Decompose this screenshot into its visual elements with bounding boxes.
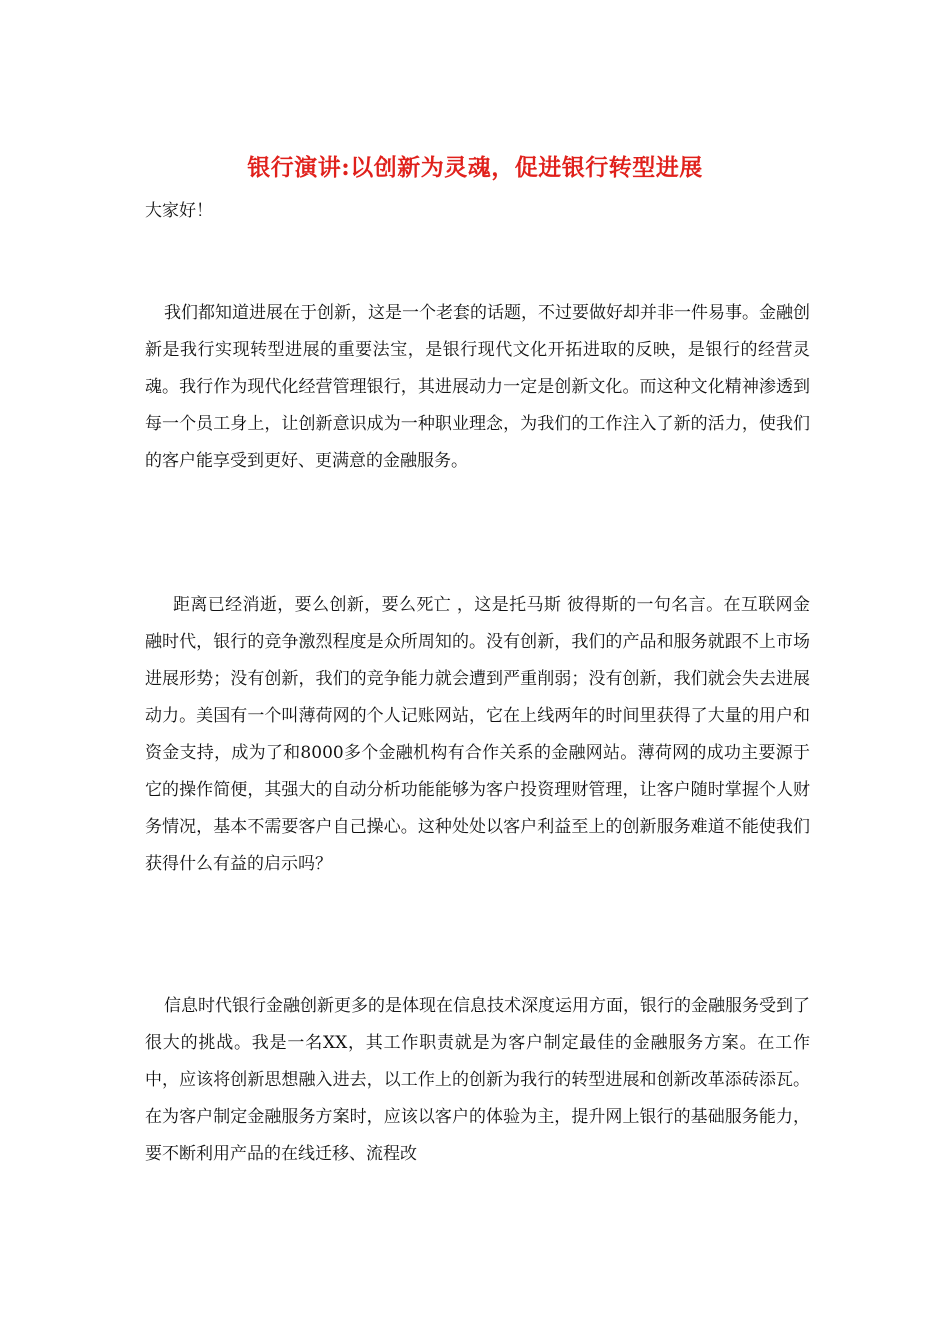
document-title: 银行演讲:以创新为灵魂，促进银行转型进展 xyxy=(247,154,703,181)
paragraph-1: 我们都知道进展在于创新，这是一个老套的话题，不过要做好却并非一件易事。金融创新是我行实现转型进展的重要法宝，是银行现代文化开拓进取的反映，是银行的经营灵魂。我行作为现代化经营管理银行，其进展动力一定是创新文化。而这种文化精神渗透到每一个员工身上，让创新意识成为一种职业理念，为我们的工作注入了新的活力，使我们的客户能享受到更好、更满意的金融服务。 xyxy=(145,303,810,471)
greeting: 大家好！ xyxy=(145,201,213,221)
paragraph-3: 信息时代银行金融创新更多的是体现在信息技术深度运用方面，银行的金融服务受到了很大的挑战。我是一名XX，其工作职责就是为客户制定最佳的金融服务方案。在工作中，应该将创新思想融入进去，以工作上的创新为我行的转型进展和创新改革添砖添瓦。在为客户制定金融服务方案时，应该以客户的体验为主，提升网上银行的基础服务能力，要不断利用产品的在线迁移、流程改 xyxy=(145,996,810,1164)
paragraph-2: 距离已经消逝，要么创新，要么死亡 ，这是托马斯 彼得斯的一句名言。在互联网金融时代，银行的竞争激烈程度是众所周知的。没有创新，我们的产品和服务就跟不上市场进展形势；没有创新，我们的竞争能力就会遭到严重削弱；没有创新，我们就会失去进展动力。美国有一个叫薄荷网的个人记账网站，它在上线两年的时间里获得了大量的用户和资金支持，成为了和8000多个金融机构有合作关系的金融网站。薄荷网的成功主要源于它的操作简便，其强大的自动分析功能能够为客户投资理财管理，让客户随时掌握个人财务情况，基本不需要客户自己操心。这种处处以客户利益至上的创新服务难道不能使我们获得什么有益的启示吗？ xyxy=(145,595,810,874)
